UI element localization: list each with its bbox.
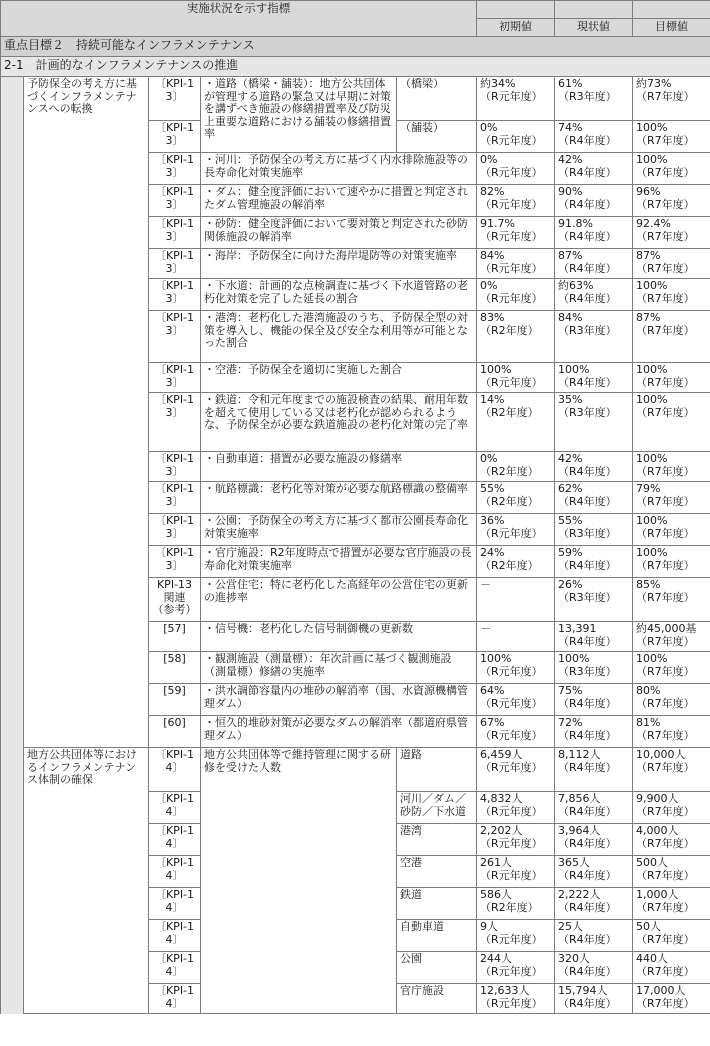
initial-value: 2,202人 （R元年度） (477, 824, 555, 856)
kpi-code: 〔KPI-13〕 (149, 279, 201, 311)
current-value: 90% （R4年度） (555, 185, 633, 217)
target-value: 約45,000基 （R7年度） (633, 622, 710, 652)
initial-value: 0% （R元年度） (477, 153, 555, 185)
kpi-code: 〔KPI-14〕 (149, 748, 201, 792)
kpi-code: 〔KPI-13〕 (149, 185, 201, 217)
current-value: 62% （R4年度） (555, 482, 633, 514)
indicator-description: ・砂防：健全度評価において要対策と判定された砂防関係施設の解消率 (201, 217, 477, 249)
target-value: 500人 （R7年度） (633, 856, 710, 888)
target-value: 87% （R7年度） (633, 311, 710, 363)
target-value: 50人 （R7年度） (633, 920, 710, 952)
gutter (1, 482, 24, 514)
indicator-description: ・洪水調節容量内の堆砂の解消率（国、水資源機構管理ダム） (201, 684, 477, 716)
current-value: 8,112人 （R4年度） (555, 748, 633, 792)
target-value: 100% （R7年度） (633, 279, 710, 311)
initial-value: 84% （R元年度） (477, 249, 555, 279)
kpi-code: [58] (149, 652, 201, 684)
gutter (1, 952, 24, 984)
header-current: 現状値 (555, 19, 633, 37)
current-value: 42% （R4年度） (555, 452, 633, 482)
kpi-code: KPI-13 関連 （参考） (149, 578, 201, 622)
sub-category: 自動車道 (397, 920, 477, 952)
kpi-code: 〔KPI-13〕 (149, 217, 201, 249)
indicator-description: ・信号機：老朽化した信号制御機の更新数 (201, 622, 477, 652)
current-value: 15,794人 （R4年度） (555, 984, 633, 1014)
current-value: 84% （R3年度） (555, 311, 633, 363)
sub-category: （橋梁） (397, 77, 477, 121)
initial-value: 261人 （R元年度） (477, 856, 555, 888)
initial-value: 91.7% （R元年度） (477, 217, 555, 249)
indicator-description: ・港湾：老朽化した港湾施設のうち、予防保全型の対策を導入し、機能の保全及び安全な利用等が可能となった割合 (201, 311, 477, 363)
gutter (1, 363, 24, 393)
target-value: 100% （R7年度） (633, 153, 710, 185)
gutter (1, 824, 24, 856)
section-title: 重点目標２ 持続可能なインフラメンテナンス (1, 37, 710, 57)
gutter (1, 279, 24, 311)
initial-value: 12,633人 （R元年度） (477, 984, 555, 1014)
current-value: 75% （R4年度） (555, 684, 633, 716)
current-value: 55% （R3年度） (555, 514, 633, 546)
gutter (1, 452, 24, 482)
kpi-code: 〔KPI-14〕 (149, 824, 201, 856)
initial-value: 6,459人 （R元年度） (477, 748, 555, 792)
target-value: 100% （R7年度） (633, 393, 710, 452)
kpi-code: 〔KPI-14〕 (149, 952, 201, 984)
current-value: 25人 （R4年度） (555, 920, 633, 952)
gutter (1, 311, 24, 363)
indicator-description: ・恒久的堆砂対策が必要なダムの解消率（都道府県管理ダム） (201, 716, 477, 748)
kpi-code: 〔KPI-13〕 (149, 121, 201, 153)
sub-category: （舗装） (397, 121, 477, 153)
kpi-code: [60] (149, 716, 201, 748)
gutter (1, 393, 24, 452)
header-target: 目標値 (633, 19, 710, 37)
current-value: 59% （R4年度） (555, 546, 633, 578)
indicator-description: ・空港：予防保全を適切に実施した割合 (201, 363, 477, 393)
kpi-code: 〔KPI-14〕 (149, 920, 201, 952)
initial-value: 83% （R2年度） (477, 311, 555, 363)
initial-value: 100% （R元年度） (477, 652, 555, 684)
kpi-code: 〔KPI-13〕 (149, 452, 201, 482)
current-value: 26% （R3年度） (555, 578, 633, 622)
current-value: 91.8% （R4年度） (555, 217, 633, 249)
current-value: 42% （R4年度） (555, 153, 633, 185)
initial-value: 0% （R元年度） (477, 121, 555, 153)
gutter (1, 546, 24, 578)
subsection-title: 2-1 計画的なインフラメンテナンスの推進 (1, 57, 710, 77)
table-row (1, 748, 710, 792)
indicator-description: 地方公共団体等で維持管理に関する研修を受けた人数 (201, 748, 397, 1014)
gutter (1, 748, 24, 792)
target-value: 79% （R7年度） (633, 482, 710, 514)
gutter (1, 622, 24, 652)
target-value: 100% （R7年度） (633, 452, 710, 482)
current-value: 61% （R3年度） (555, 77, 633, 121)
header-initial: 初期値 (477, 19, 555, 37)
target-value: 92.4% （R7年度） (633, 217, 710, 249)
initial-value: 82% （R元年度） (477, 185, 555, 217)
current-value: 100% （R4年度） (555, 363, 633, 393)
target-value: 81% （R7年度） (633, 716, 710, 748)
target-value: 1,000人 （R7年度） (633, 888, 710, 920)
target-value: 100% （R7年度） (633, 546, 710, 578)
kpi-code: [59] (149, 684, 201, 716)
initial-value: 約34% （R元年度） (477, 77, 555, 121)
header-title: 実施状況を示す指標 (1, 1, 477, 37)
current-value: 87% （R4年度） (555, 249, 633, 279)
kpi-code: 〔KPI-13〕 (149, 77, 201, 121)
current-value: 2,222人 （R4年度） (555, 888, 633, 920)
gutter (1, 217, 24, 249)
initial-value: 14% （R2年度） (477, 393, 555, 452)
indicator-description: ・海岸：予防保全に向けた海岸堤防等の対策実施率 (201, 249, 477, 279)
indicator-description: ・公営住宅：特に老朽化した高経年の公営住宅の更新の進捗率 (201, 578, 477, 622)
initial-value: 244人 （R元年度） (477, 952, 555, 984)
kpi-code: 〔KPI-13〕 (149, 363, 201, 393)
sub-category: 公園 (397, 952, 477, 984)
gutter (1, 652, 24, 684)
target-value: 100% （R7年度） (633, 363, 710, 393)
target-value: 100% （R7年度） (633, 652, 710, 684)
target-value: 10,000人 （R7年度） (633, 748, 710, 792)
gutter (1, 888, 24, 920)
kpi-code: 〔KPI-14〕 (149, 984, 201, 1014)
kpi-code: 〔KPI-13〕 (149, 153, 201, 185)
gutter (1, 856, 24, 888)
sub-category: 鉄道 (397, 888, 477, 920)
initial-value: － (477, 622, 555, 652)
kpi-code: 〔KPI-13〕 (149, 482, 201, 514)
initial-value: 586人 （R2年度） (477, 888, 555, 920)
kpi-code: 〔KPI-13〕 (149, 249, 201, 279)
target-value: 96% （R7年度） (633, 185, 710, 217)
initial-value: 67% （R元年度） (477, 716, 555, 748)
initial-value: － (477, 578, 555, 622)
target-value: 87% （R7年度） (633, 249, 710, 279)
indicator-description: ・道路（橋梁・舗装）：地方公共団体が管理する道路の緊急又は早期に対策を講ずべき施設の修繕措置率及び防災上重要な道路における舗装の修繕措置率 (201, 77, 397, 153)
gutter (1, 578, 24, 622)
kpi-code: [57] (149, 622, 201, 652)
target-value: 100% （R7年度） (633, 514, 710, 546)
gutter (1, 77, 24, 121)
current-value: 13,391 （R4年度） (555, 622, 633, 652)
initial-value: 0% （R2年度） (477, 452, 555, 482)
current-value: 約63% （R4年度） (555, 279, 633, 311)
current-value: 320人 （R4年度） (555, 952, 633, 984)
sub-category: 道路 (397, 748, 477, 792)
indicator-description: ・観測施設（測量標）：年次計画に基づく観測施設（測量標）修繕の実施率 (201, 652, 477, 684)
initial-value: 100% （R元年度） (477, 363, 555, 393)
indicator-description: ・下水道：計画的な点検調査に基づく下水道管路の老朽化対策を完了した延長の割合 (201, 279, 477, 311)
indicator-description: ・河川：予防保全の考え方に基づく内水排除施設等の長寿命化対策実施率 (201, 153, 477, 185)
gutter (1, 684, 24, 716)
kpi-code: 〔KPI-13〕 (149, 546, 201, 578)
target-value: 17,000人 （R7年度） (633, 984, 710, 1014)
gutter (1, 792, 24, 824)
gutter (1, 920, 24, 952)
gutter (1, 249, 24, 279)
indicator-description: ・鉄道：令和元年度までの施設検査の結果、耐用年数を超えて使用している又は老朽化が認められるような、予防保全が必要な鉄道施設の老朽化対策の完了率 (201, 393, 477, 452)
current-value: 72% （R4年度） (555, 716, 633, 748)
target-value: 9,900人 （R7年度） (633, 792, 710, 824)
sub-category: 官庁施設 (397, 984, 477, 1014)
target-value: 85% （R7年度） (633, 578, 710, 622)
sub-category: 港湾 (397, 824, 477, 856)
current-value: 3,964人 （R4年度） (555, 824, 633, 856)
gutter (1, 514, 24, 546)
gutter (1, 716, 24, 748)
current-value: 35% （R3年度） (555, 393, 633, 452)
initial-value: 36% （R元年度） (477, 514, 555, 546)
kpi-code: 〔KPI-14〕 (149, 792, 201, 824)
gutter (1, 185, 24, 217)
category-label: 地方公共団体等におけるインフラメンテナンス体制の確保 (24, 748, 149, 1014)
kpi-code: 〔KPI-14〕 (149, 856, 201, 888)
target-value: 440人 （R7年度） (633, 952, 710, 984)
current-value: 74% （R4年度） (555, 121, 633, 153)
kpi-code: 〔KPI-13〕 (149, 514, 201, 546)
sub-category: 空港 (397, 856, 477, 888)
gutter (1, 984, 24, 1014)
initial-value: 9人 （R元年度） (477, 920, 555, 952)
gutter (1, 121, 24, 153)
current-value: 365人 （R4年度） (555, 856, 633, 888)
category-label: 予防保全の考え方に基づくインフラメンテナンスへの転換 (24, 77, 149, 748)
kpi-code: 〔KPI-13〕 (149, 311, 201, 363)
target-value: 80% （R7年度） (633, 684, 710, 716)
initial-value: 64% （R元年度） (477, 684, 555, 716)
indicator-description: ・自動車道：措置が必要な施設の修繕率 (201, 452, 477, 482)
current-value: 7,856人 （R4年度） (555, 792, 633, 824)
target-value: 約73% （R7年度） (633, 77, 710, 121)
initial-value: 24% （R2年度） (477, 546, 555, 578)
kpi-code: 〔KPI-13〕 (149, 393, 201, 452)
indicator-description: ・公園：予防保全の考え方に基づく都市公園長寿命化対策実施率 (201, 514, 477, 546)
current-value: 100% （R3年度） (555, 652, 633, 684)
initial-value: 4,832人 （R元年度） (477, 792, 555, 824)
target-value: 4,000人 （R7年度） (633, 824, 710, 856)
indicator-description: ・航路標識：老朽化等対策が必要な航路標識の整備率 (201, 482, 477, 514)
initial-value: 55% （R2年度） (477, 482, 555, 514)
gutter (1, 153, 24, 185)
indicator-description: ・官庁施設：R2年度時点で措置が必要な官庁施設の長寿命化対策実施率 (201, 546, 477, 578)
kpi-code: 〔KPI-14〕 (149, 888, 201, 920)
initial-value: 0% （R元年度） (477, 279, 555, 311)
target-value: 100% （R7年度） (633, 121, 710, 153)
indicator-description: ・ダム：健全度評価において速やかに措置と判定されたダム管理施設の解消率 (201, 185, 477, 217)
sub-category: 河川／ダム／砂防／下水道 (397, 792, 477, 824)
